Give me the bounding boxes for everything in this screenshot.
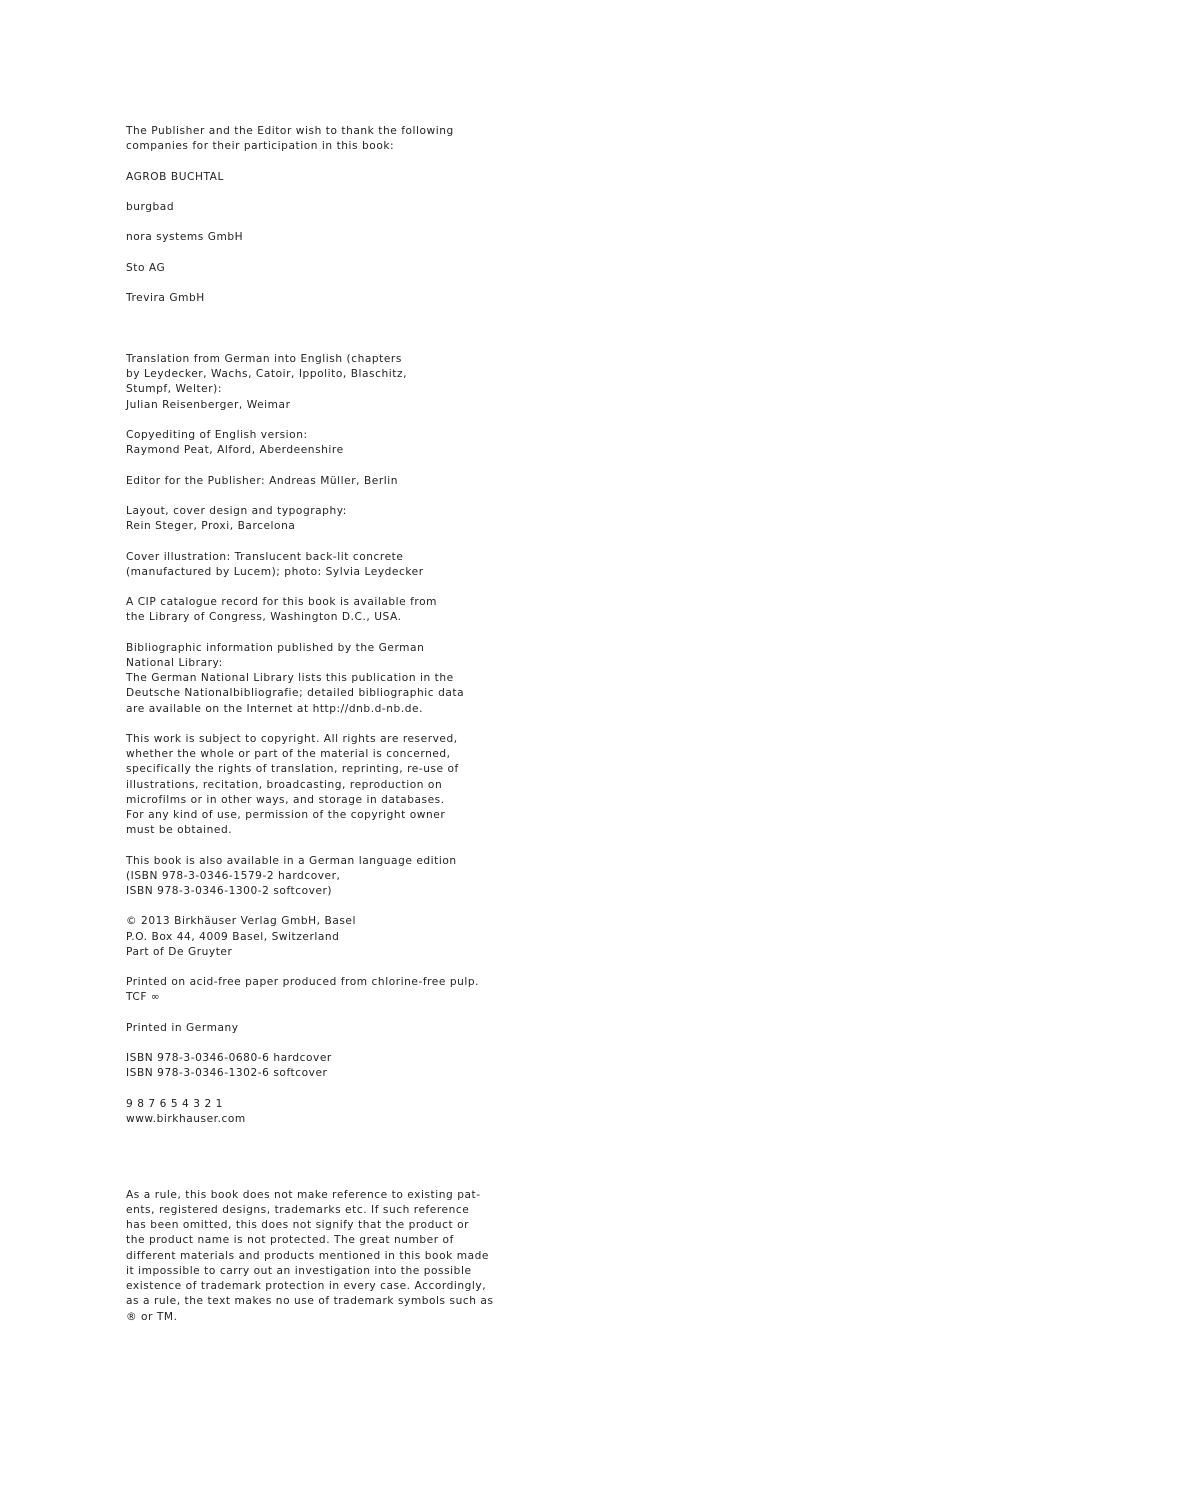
publisher-address: [126, 914, 546, 960]
text-line: The Publisher and the Editor wish to thank the following: [126, 125, 454, 137]
german-edition-note: [126, 854, 546, 900]
text-line: Rein Steger, Proxi, Barcelona: [126, 520, 296, 533]
company-name: nora systems GmbH: [126, 231, 244, 244]
text-line: ents, registered designs, trademarks etc. If such reference: [126, 1204, 470, 1217]
cover-illustration-credit: [126, 550, 546, 580]
text-line: by Leydecker, Wachs, Catoir, Ippolito, Blaschitz,: [126, 368, 407, 381]
text-line: National Library:: [126, 656, 223, 669]
text-line: Raymond Peat, Alford, Aberdeenshire: [126, 444, 344, 457]
text-line: Bibliographic information published by the German: [126, 641, 425, 654]
section-spacer: [126, 322, 546, 352]
text-line: whether the whole or part of the material is concerned,: [126, 748, 451, 761]
company-item: [126, 230, 546, 245]
bibliographic-information: [126, 641, 546, 717]
company-item: [126, 291, 546, 306]
text-line: are available on the Internet at http://dnb.d-nb.de.: [126, 702, 423, 715]
printed-in: [126, 1021, 546, 1036]
text-line: the Library of Congress, Washington D.C., USA.: [126, 611, 402, 624]
website-url: www.birkhauser.com: [126, 1112, 246, 1125]
text-line: ISBN 978-3-0346-1302-6 softcover: [126, 1067, 328, 1080]
trademark-notice: [126, 1188, 546, 1325]
company-item: [126, 200, 546, 215]
text-line: P.O. Box 44, 4009 Basel, Switzerland: [126, 930, 340, 943]
text-line: Copyediting of English version:: [126, 428, 308, 441]
text-line: The German National Library lists this publication in the: [126, 672, 454, 685]
text-line: Deutsche Nationalbibliografie; detailed bibliographic data: [126, 687, 465, 700]
text-line: Part of De Gruyter: [126, 945, 233, 958]
text-line: must be obtained.: [126, 824, 233, 837]
acknowledgement-intro: [126, 124, 546, 154]
text-line: Editor for the Publisher: Andreas Müller, Berlin: [126, 474, 398, 487]
text-line: existence of trademark protection in every case. Accordingly,: [126, 1280, 487, 1293]
copyediting-credit: [126, 428, 546, 458]
text-line: ® or TM.: [126, 1310, 178, 1323]
text-line: Printed in Germany: [126, 1021, 239, 1034]
text-line: microfilms or in other ways, and storage in databases.: [126, 793, 445, 806]
text-line: A CIP catalogue record for this book is available from: [126, 596, 437, 609]
text-line: as a rule, the text makes no use of trademark symbols such as: [126, 1295, 494, 1308]
text-line: Cover illustration: Translucent back-lit concrete: [126, 550, 404, 563]
text-line: TCF ∞: [126, 991, 161, 1004]
isbn-list: [126, 1051, 546, 1081]
text-line: © 2013 Birkhäuser Verlag GmbH, Basel: [126, 915, 356, 928]
section-spacer: [126, 1142, 546, 1188]
editor-credit: [126, 474, 546, 489]
text-line: ISBN 978-3-0346-0680-6 hardcover: [126, 1052, 332, 1065]
text-line: ISBN 978-3-0346-1300-2 softcover): [126, 884, 333, 897]
text-line: the product name is not protected. The great number of: [126, 1234, 454, 1247]
text-line: (manufactured by Lucem); photo: Sylvia Leydecker: [126, 565, 424, 578]
company-name: Sto AG: [126, 261, 166, 274]
text-line: This work is subject to copyright. All rights are reserved,: [126, 732, 458, 745]
text-line: it impossible to carry out an investigation into the possible: [126, 1264, 472, 1277]
translation-credit: [126, 352, 546, 413]
company-item: [126, 261, 546, 276]
text-line: different materials and products mentioned in this book made: [126, 1249, 489, 1262]
text-line: For any kind of use, permission of the copyright owner: [126, 808, 446, 821]
print-run-and-website: [126, 1097, 546, 1127]
text-line: Stumpf, Welter):: [126, 383, 222, 396]
company-item: [126, 170, 546, 185]
imprint-page: [126, 124, 546, 1340]
text-line: (ISBN 978-3-0346-1579-2 hardcover,: [126, 869, 341, 882]
print-run-number: 9 8 7 6 5 4 3 2 1: [126, 1097, 223, 1110]
text-line: Translation from German into English (chapters: [126, 352, 402, 365]
company-name: burgbad: [126, 200, 175, 213]
cip-record: [126, 595, 546, 625]
text-line: specifically the rights of translation, reprinting, re-use of: [126, 763, 459, 776]
layout-credit: [126, 504, 546, 534]
text-line: Layout, cover design and typography:: [126, 504, 347, 517]
text-line: This book is also available in a German language edition: [126, 854, 457, 867]
company-name: Trevira GmbH: [126, 292, 205, 305]
text-line: Julian Reisenberger, Weimar: [126, 398, 291, 411]
paper-note: [126, 975, 546, 1005]
text-line: Printed on acid-free paper produced from chlorine-free pulp.: [126, 976, 480, 989]
text-line: illustrations, recitation, broadcasting, reproduction on: [126, 778, 443, 791]
text-line: As a rule, this book does not make reference to existing pat-: [126, 1188, 481, 1201]
text-line: companies for their participation in this book:: [126, 140, 395, 153]
company-name: AGROB BUCHTAL: [126, 170, 224, 183]
text-line: has been omitted, this does not signify that the product or: [126, 1219, 470, 1232]
copyright-notice: [126, 732, 546, 838]
